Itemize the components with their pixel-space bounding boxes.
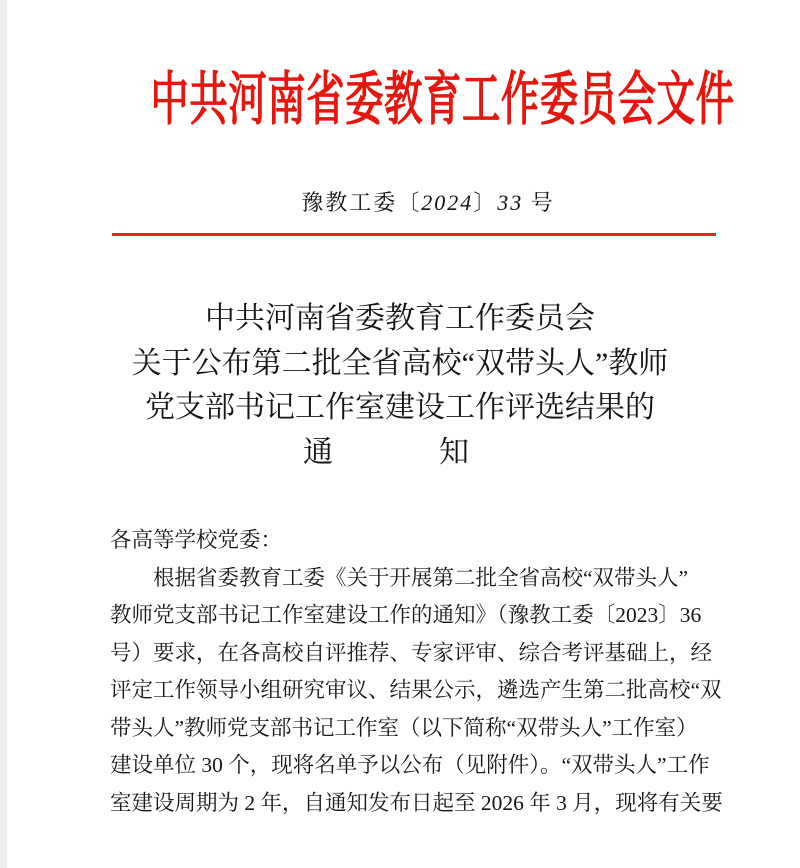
salutation: 各高等学校党委： (110, 528, 283, 552)
notice-title-line-1: 中共河南省委教育工作委员会 (205, 302, 595, 335)
notice-title-line-3: 党支部书记工作室建设工作评选结果的 (145, 391, 655, 424)
body-line: 教师党支部书记工作室建设工作的通知》（豫教工委〔2023〕36 (110, 603, 702, 627)
body-line: 评定工作领导小组研究审议、结果公示，遴选产生第二批高校“双 (110, 678, 722, 702)
body-line: 室建设周期为 2 年，自通知发布日起至 2026 年 3 月，现将有关要 (110, 790, 723, 815)
notice-title-line-4 (0, 431, 786, 476)
body-line: 建设单位 30 个，现将名单予以公布（见附件）。“双带头人”工作 (110, 753, 710, 777)
notice-title-char-tong: 通 (303, 435, 333, 469)
red-divider-rule (112, 233, 716, 236)
letterhead (0, 62, 800, 138)
doc-number (0, 189, 800, 217)
doc-number-text: 豫教工委〔2024〕33 号 (301, 190, 555, 215)
notice-title-line-2: 关于公布第二批全省高校“双带头人”教师 (131, 346, 669, 380)
body-line: 根据省委教育工委《关于开展第二批全省高校“双带头人” (153, 565, 689, 590)
notice-title (0, 297, 800, 475)
letterhead-title: 中共河南省委教育工作委员会文件 (150, 67, 735, 132)
body-line: 带头人”教师党支部书记工作室（以下简称“双带头人”工作室） (110, 715, 698, 740)
body-text (110, 522, 750, 822)
body-line: 号）要求，在各高校自评推荐、专家评审、综合考评基础上，经 (110, 640, 713, 665)
notice-title-char-zhi: 知 (439, 435, 469, 469)
